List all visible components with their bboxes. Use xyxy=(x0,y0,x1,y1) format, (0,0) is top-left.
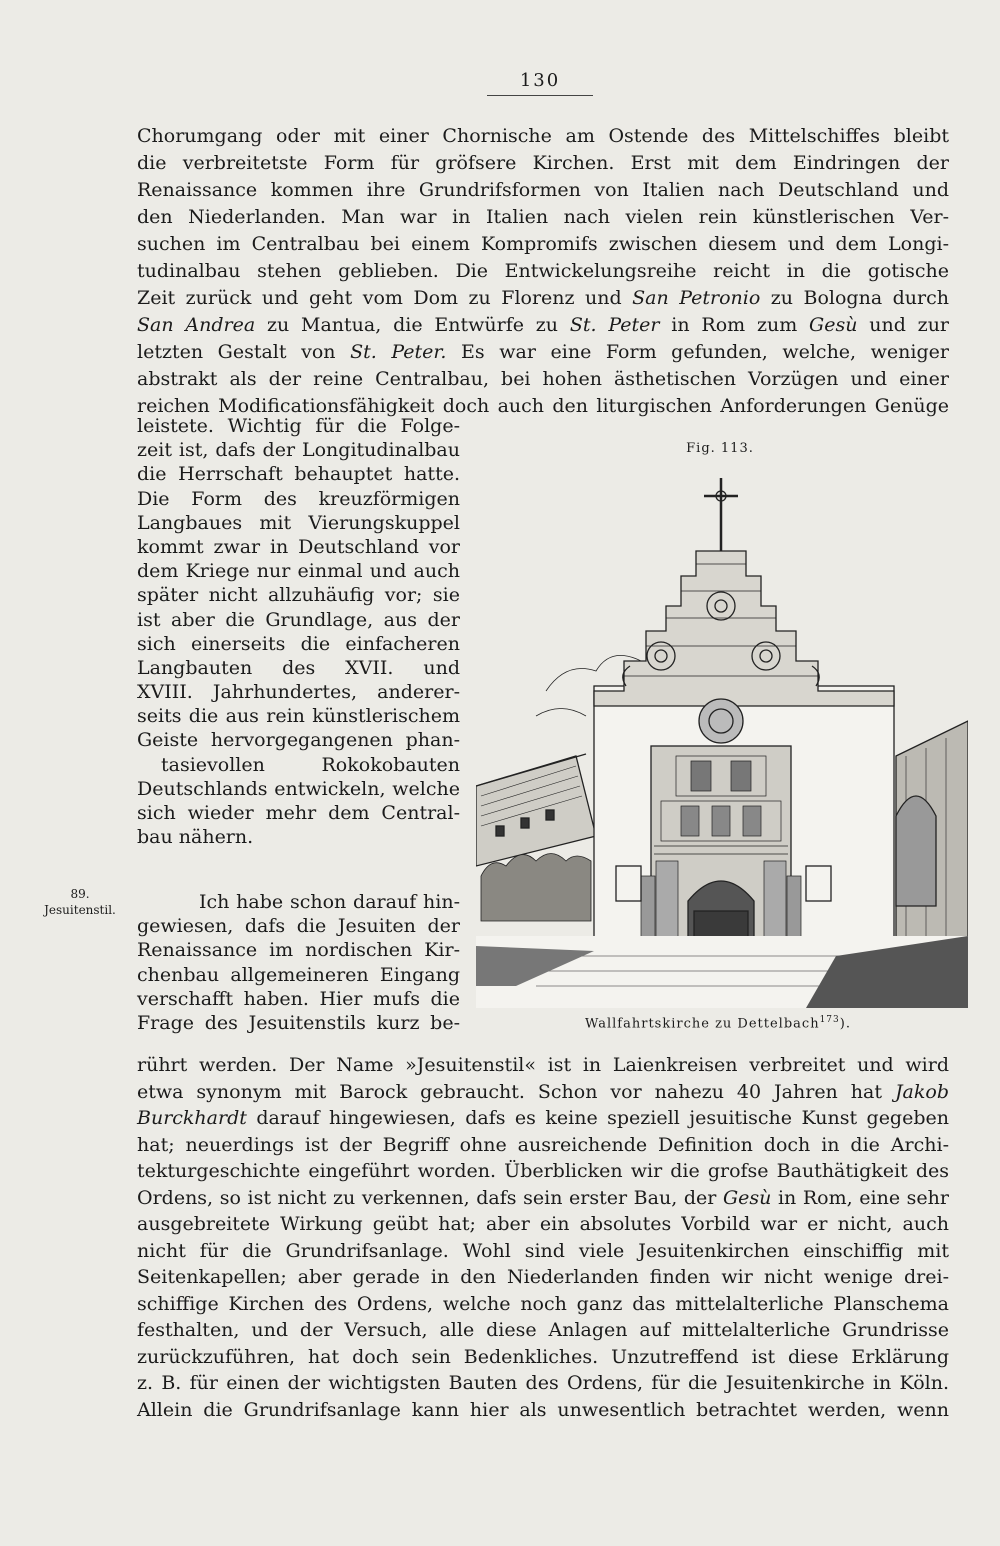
text-line: Renaissance kommen ihre Grundrifsformen von Italien nach Deutschland und xyxy=(137,179,949,201)
text-line: hat; neuerdings ist der Begriff ohne ausreichende Definition doch in die Archi- xyxy=(137,1133,949,1156)
text-line: etwa synonym mit Barock gebraucht. Schon vor nahezu 40 Jahren hat Jakob xyxy=(137,1080,949,1103)
paragraph-bottom xyxy=(137,1052,949,1423)
text-line: tasievollen Rokokobauten xyxy=(161,753,460,776)
italic-term: Gesù xyxy=(722,1186,772,1209)
text-line: die verbreitetste Form für gröfsere Kirchen. Erst mit dem Eindringen der xyxy=(137,152,949,174)
text-line: zeit ist, dafs der Longitudinalbau xyxy=(137,439,460,462)
text-line: festhalten, und der Versuch, alle diese Anlagen auf mittelalterliche Grundrisse xyxy=(137,1319,949,1341)
text-line: letzten Gestalt von St. Peter. Es war eine Form gefunden, welche, weniger xyxy=(137,341,949,363)
italic-term: Jakob xyxy=(894,1080,949,1103)
italic-term: St. Peter. xyxy=(350,341,447,363)
text-line: suchen im Centralbau bei einem Kompromifs zwischen diesem und dem Longi- xyxy=(137,233,949,255)
text-line: ist aber die Grundlage, aus der xyxy=(137,608,460,631)
text-line: leistete. Wichtig für die Folge- xyxy=(137,415,460,437)
text-line: Frage des Jesuitenstils kurz be- xyxy=(137,1011,460,1034)
church-facade-drawing xyxy=(476,456,968,1008)
text-line: abstrakt als der reine Centralbau, bei hohen ästhetischen Vorzügen und einer xyxy=(137,368,949,390)
text-line: Ordens, so ist nicht zu verkennen, dafs sein erster Bau, der Gesù in Rom, eine sehr xyxy=(137,1186,949,1209)
text-line: Geiste hervorgegangenen phan- xyxy=(137,729,460,752)
footnote-reference: 173 xyxy=(819,1015,840,1025)
text-line: den Niederlanden. Man war in Italien nach vielen rein künstlerischen Ver- xyxy=(137,206,949,228)
italic-term: Burckhardt xyxy=(137,1107,247,1129)
text-line: Deutschlands entwickeln, welche xyxy=(137,777,460,800)
paragraph-top xyxy=(137,123,949,420)
text-line: sich einerseits die einfacheren xyxy=(137,632,460,655)
text-line: schiffige Kirchen des Ordens, welche noch ganz das mittelalterliche Planschema xyxy=(137,1292,949,1315)
text-line: verschafft haben. Hier mufs die xyxy=(137,987,460,1010)
text-line: Ich habe schon darauf hin- xyxy=(199,891,460,913)
text-line: reichen Modificationsfähigkeit doch auch den liturgischen Anforderungen Genüge xyxy=(137,395,949,417)
text-line: Renaissance im nordischen Kir- xyxy=(137,939,460,962)
column-paragraph xyxy=(137,414,460,849)
text-line: sich wieder mehr dem Central- xyxy=(137,802,460,824)
text-line: chenbau allgemeineren Eingang xyxy=(137,963,460,986)
margin-note-number: 89. xyxy=(70,887,90,901)
figure-caption: Wallfahrtskirche zu Dettelbach$^{173}$). xyxy=(585,1015,851,1032)
text-line: kommt zwar in Deutschland vor xyxy=(137,535,460,558)
text-line: die Herrschaft behauptet hatte. xyxy=(137,463,460,486)
text-line: Chorumgang oder mit einer Chornische am Ostende des Mittelschiffes bleibt xyxy=(137,125,949,147)
text-line: zurückzuführen, hat doch sein Bedenkliches. Unzutreffend ist diese Erklärung xyxy=(137,1345,949,1368)
margin-note xyxy=(30,886,130,918)
text-line: ausgebreitete Wirkung geübt hat; aber ein absolutes Vorbild war er nicht, auch xyxy=(137,1213,949,1235)
italic-term: San Petronio xyxy=(632,287,761,309)
column-paragraph-2 xyxy=(137,890,460,1035)
italic-term: St. Peter xyxy=(569,314,660,336)
text-line: gewiesen, dafs die Jesuiten der xyxy=(137,915,460,938)
text-line: Zeit zurück und geht vom Dom zu Florenz und San Petronio zu Bologna durch xyxy=(137,287,950,309)
text-line: Langbauten des XVII. und xyxy=(137,656,460,679)
text-line: tudinalbau stehen geblieben. Die Entwickelungsreihe reicht in die gotische xyxy=(137,260,949,282)
text-line: tekturgeschichte eingeführt worden. Überblicken wir die grofse Bauthätigkeit des xyxy=(137,1160,949,1182)
text-line: Langbaues mit Vierungskuppel xyxy=(137,511,460,534)
text-line: San Andrea zu Mantua, die Entwürfe zu St. Peter in Rom zum Gesù und zur xyxy=(137,314,950,336)
italic-term: Gesù xyxy=(809,314,858,336)
text-line: nicht für die Grundrifsanlage. Wohl sind viele Jesuitenkirchen einschiffig mit xyxy=(137,1239,949,1262)
text-line: seits die aus rein künstlerischem xyxy=(137,705,460,728)
text-line: Die Form des kreuzförmigen xyxy=(137,487,460,510)
text-line: bau nähern. xyxy=(137,826,254,849)
church-illustration xyxy=(476,456,968,1008)
text-line: XVIII. Jahrhundertes, anderer- xyxy=(137,681,460,704)
margin-note-label: Jesuitenstil. xyxy=(44,903,116,917)
text-line: dem Kriege nur einmal und auch xyxy=(137,560,460,583)
text-line: Burckhardt darauf hingewiesen, dafs es keine speziell jesuitische Kunst gegeben xyxy=(137,1107,949,1129)
text-line: später nicht allzuhäufig vor; sie xyxy=(137,584,460,607)
text-line: z. B. für einen der wichtigsten Bauten des Ordens, für die Jesuitenkirche in Köln. xyxy=(137,1372,949,1394)
text-line: rührt werden. Der Name »Jesuitenstil« ist in Laienkreisen verbreitet und wird xyxy=(137,1054,949,1076)
figure-label: Fig. 113. xyxy=(686,441,754,456)
page-number: 130 xyxy=(487,70,593,96)
text-line: Seitenkapellen; aber gerade in den Niederlanden finden wir nicht wenige drei- xyxy=(137,1266,949,1288)
italic-term: San Andrea xyxy=(137,314,256,336)
text-line: Allein die Grundrifsanlage kann hier als unwesentlich betrachtet werden, wenn xyxy=(137,1398,949,1421)
